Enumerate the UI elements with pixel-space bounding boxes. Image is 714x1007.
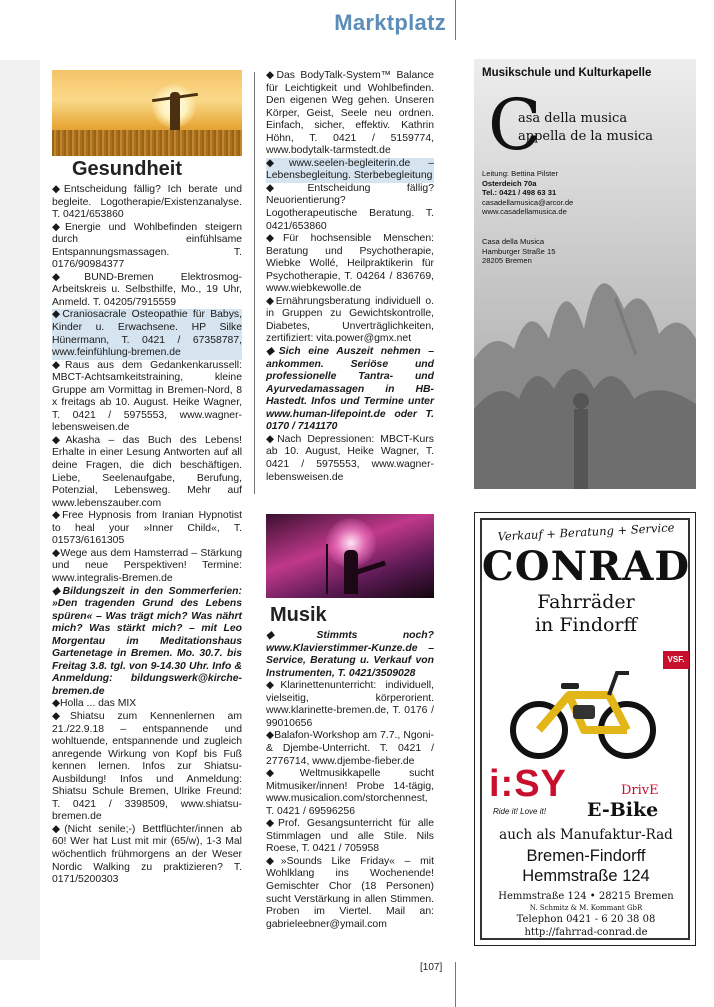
right-text-column [266,70,434,931]
field-grass [52,130,242,156]
gesundheit-column [52,70,242,887]
footer-rule [455,962,456,1007]
street-line: Hemmstraße 124 [522,867,650,885]
header-rule [455,0,456,40]
city-line: Bremen-Findorff [526,847,646,865]
tagline: Ride it! Love it! [493,807,546,816]
side-panel [0,60,40,960]
classified-entry: ◆Klarinettenunterricht: individuell, vielseitig, körperorient. www.klarinette-bremen.de, T. 0176 / 99010656 [266,680,434,729]
classified-entry: ◆Weltmusikkapelle sucht Mitmusiker/innen! Probe 14-tägig, www.musicalion.com/storchennest, T. 0421 / 69596256 [266,768,434,817]
phone-line: Tel.: 0421 / 498 63 31 [482,188,557,197]
ebike-label: E-Bike [587,799,659,821]
ad-title: Musikschule und Kulturkapelle [482,67,652,79]
ebike-icon [499,655,669,765]
classified-entry: ◆Balafon-Workshop am 7.7., Ngoni- & Djembe-Unterricht. T. 0421 / 2776714, www.djembe-fieber.de [266,730,434,767]
classified-entry: ◆Free Hypnosis from Iranian Hypnotist to heal your »Inner Child«, T. 01573/6161305 [52,510,242,547]
logo-letter: C [488,84,542,166]
classified-entry-featured: ◆Stimmts noch? www.Klavierstimmer-Kunze.de – Service, Beratung u. Verkauf von Instrumenten, T. 0421/3509028 [266,630,434,679]
classified-entry-featured: ◆Bildungszeit in den Sommerferien: »Den tragenden Grund des Lebens spüren« – Was trägt mich? Was nährt mich? Was stärkt mich? – mit Leo Morgentau im Meditationshaus Gartenetage in Bremen. Mo. 30.7. bis Freitag 3.8. tgl. von 9-14.30 Uhr. Info & Anmeldung: bildungswerk@kirche-bremen.de [52,585,242,697]
classified-entry: ◆Raus aus dem Gedankenkarussell: MBCT-Achtsamkeitstraining, kleine Gruppe am Vormittag in Bremen-Nord, 8 x freitags ab 10. August. Heike Wagner, T. 0421 / 5975553, www.wagner-lebensweisen.de [52,359,242,434]
owners-line: N. Schmitz & M. Kommant GbR [529,904,643,912]
classified-entry: ◆»Sounds Like Friday« – mit Wohlklang ins Wochenende! Gemischter Chor (18 Personen) sucht Verstärkung in allen Stimmen. Proben im Viertel. Mail an: gabrieleebner@ymail.com [266,855,434,930]
brand-sub1: Fahrräder [537,591,635,613]
page-header [0,0,714,62]
brand-sub2: in Findorff [534,614,638,636]
addr-name: Casa della Musica [482,237,545,246]
contact-info [482,169,632,217]
gesundheit-heading: Gesundheit [72,158,183,180]
address-block [482,237,632,266]
logo-line-casa: asa della musica [518,111,628,126]
drive-label: DrivE [621,783,659,798]
logo-line-cappella: appella de la musica [518,129,654,144]
street-line: Osterdeich 70a [482,178,537,188]
manufaktur-line: auch als Manufaktur-Rad [499,827,673,843]
classified-entry: ◆Wege aus dem Hamsterrad – Stärkung und neue Perspektiven! Termine: www.integralis-Bremen.de [52,547,242,584]
section-title: Marktplatz [334,10,446,35]
phone-line: Telephon 0421 - 6 20 38 08 [516,914,656,925]
classified-entry: ◆Prof. Gesangsunterricht für alle Stimmlagen und alle Stile. Nils Roese, T. 0421 / 705958 [266,818,434,855]
classified-entry: ◆Akasha – das Buch des Lebens! Erhalte in einer Lesung Antworten auf all deine Fragen, die dich beschäftigen. Liebe, Seelenaufgabe, Berufung, Potenzial, Lebensweg. Mehr auf www.lebenszauber.com [52,434,242,509]
email-line: casadellamusica@arcor.de [482,197,574,207]
web-line: http://fahrrad-conrad.de [524,927,648,938]
web-line: www.casadellamusica.de [482,207,567,216]
classified-entry: ◆Shiatsu zum Kennenlernen am 21./22.9.18 – entspannende und wohltuende, entspannende und zugleich anregende Wirkung von Kopf bis Fuß kennen lernen. Infos zur Shiatsu-Ausbildung! Infos und Anmeldung: Shiatsu Schule Bremen, Ulrike Freund: T. 0421 / 3398509, www.shiatsu-bremen.de [52,710,242,823]
vsf-badge: VSF. [663,651,689,669]
leitung-line: Leitung: Bettina Pilster [482,169,558,178]
microphone-stand [326,544,328,594]
classified-entry: ◆Nach Depressionen: MBCT-Kurs ab 10. August, Heike Wagner, T. 0421 / 5975553, www.wagner-lebensweisen.de [266,433,434,483]
arc-slogan: Verkauf + Beratung + Service [497,520,675,544]
classified-entry-highlighted: ◆Craniosacrale Osteopathie für Babys, Kinder u. Erwachsene. HP Silke Hünermann, T. 0421 / 67358787, www.feinfühlung-bremen.de [52,309,242,359]
page-number: [107] [420,962,443,973]
classified-entry: ◆Entscheidung fällig? Ich berate und begleite. Logotherapie/Existenzanalyse. T. 0421/653860 [52,184,242,221]
addr-city: 28205 Bremen [482,256,532,265]
classified-entry: ◆Entscheidung fällig? Neuorientierung? Logotherapeutische Beratung. T. 0421/653860 [266,182,434,232]
concert-photo [266,514,434,598]
classified-entry: ◆(Nicht senile;-) Bettflüchter/innen ab 60! Wer hat Lust mit mir (65/w), 1-3 Mal wöchentlich frühmorgens an der Weser Nordic Walking zu praktizieren? T. 0171/5200303 [52,823,242,886]
classified-entry-highlighted: ◆www.seelen-begleiterin.de – Lebensbegleitung. Sterbebegleitung [266,157,434,182]
classified-entry: ◆Das BodyTalk-System™ Balance für Leichtigkeit und Wohlbefinden. Den eigenen Weg gehen. Unseren Körper, Geist, Seele neu ordnen. Einfach, sicher, effektiv. Kathrin Höhn, T. 0421 / 5159774, www.bodytalk-tarmstedt.de [266,70,434,157]
address-line: Hemmstraße 124 • 28215 Bremen [498,891,674,902]
isy-logo: i:SY [489,763,567,805]
classified-entry: ◆Energie und Wohlbefinden steigern durch einfühlsame Entspannungsmassagen. T. 0176/90984377 [52,221,242,271]
brand-name: CONRAD [481,543,691,590]
classified-entry: ◆BUND-Bremen Elektrosmog-Arbeitskreis u. Selbsthilfe, Mo., 19 Uhr, Anmeld. T. 04205/7915559 [52,271,242,308]
classified-entry-featured: ◆Sich eine Auszeit nehmen – ankommen. Seriöse und professionelle Tantra- und Ayurvedamassagen in HB-Hastedt. Infos und Termine unter www.human-lifepoint.de oder T. 0170 / 7141170 [266,346,434,433]
musik-heading: Musik [270,604,327,627]
wellness-photo [52,70,242,156]
column-divider [254,72,255,494]
classified-entry: ◆Holla ... das MIX [52,698,137,710]
crowd-silhouette [474,239,696,489]
addr-street: Hamburger Straße 15 [482,246,556,256]
musikschule-ad [474,59,696,489]
classified-entry: ◆Für hochsensible Menschen: Beratung und Psychotherapie, Wiebke Wollé, Heilpraktikerin für Psychotherapie, T. 04264 / 836769, www.wiebkewolle.de [266,233,434,295]
conrad-ad [474,512,696,946]
classified-entry: ◆Ernährungsberatung individuell o. in Gruppen zu Gewichtskontrolle, Diabetes, Unverträglichkeiten, zertifiziert: vita.power@gmx.net [266,295,434,345]
